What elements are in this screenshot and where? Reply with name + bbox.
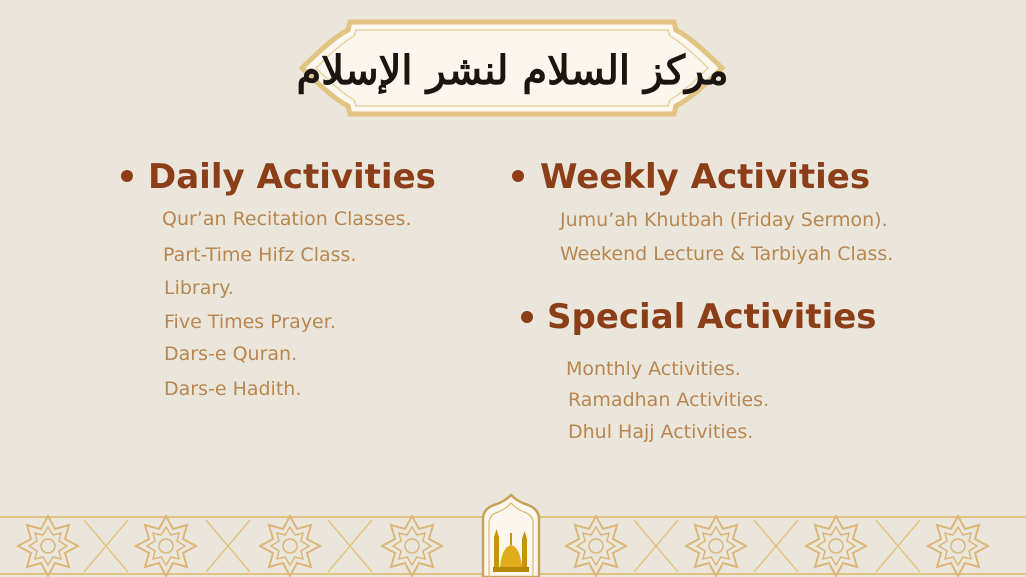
daily-activities-heading: Daily Activities: [148, 157, 436, 197]
daily-item: Five Times Prayer.: [164, 311, 336, 333]
mosque-emblem-icon: [480, 493, 542, 577]
eight-point-star-icon: [136, 516, 196, 576]
daily-item: Dars-e Quran.: [164, 343, 298, 365]
special-item: Dhul Hajj Activities.: [568, 421, 754, 443]
eight-point-star-icon: [928, 516, 988, 576]
eight-point-star-icon: [566, 516, 626, 576]
weekly-item: Weekend Lecture & Tarbiyah Class.: [560, 243, 894, 265]
eight-point-star-icon: [260, 516, 320, 576]
bullet-icon: [521, 311, 533, 323]
bullet-icon: [512, 170, 524, 182]
weekly-item: Jumu’ah Khutbah (Friday Sermon).: [560, 209, 888, 231]
daily-item: Library.: [164, 277, 234, 299]
eight-point-star-icon: [382, 516, 442, 576]
weekly-activities-heading: Weekly Activities: [540, 157, 871, 197]
eight-point-star-icon: [806, 516, 866, 576]
special-activities-heading: Special Activities: [547, 297, 877, 337]
special-item: Ramadhan Activities.: [568, 389, 770, 411]
daily-item: Qur’an Recitation Classes.: [162, 208, 412, 230]
special-item: Monthly Activities.: [566, 358, 741, 380]
bullet-icon: [121, 170, 133, 182]
eight-point-star-icon: [18, 516, 78, 576]
eight-point-star-icon: [686, 516, 746, 576]
daily-item: Dars-e Hadith.: [164, 378, 302, 400]
daily-item: Part-Time Hifz Class.: [163, 244, 357, 266]
calligraphy-title: مركز السلام لنشر الإسلام: [296, 46, 729, 94]
